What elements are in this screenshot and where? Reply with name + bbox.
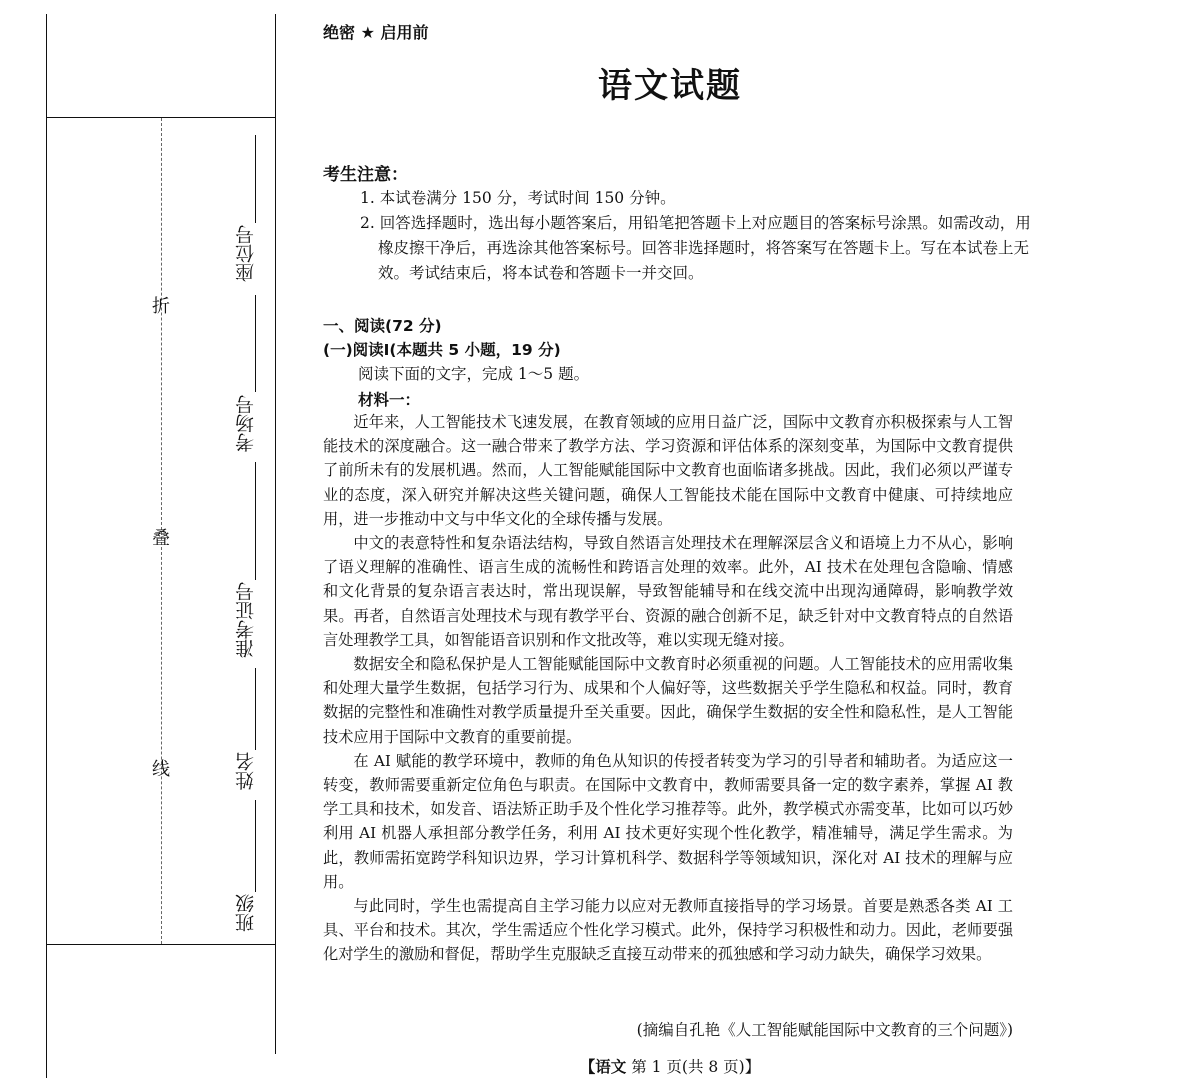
- field-line-ticket: [255, 462, 256, 580]
- field-line-seat: [255, 135, 256, 223]
- footer-subject: 【语文: [579, 1058, 627, 1076]
- material-label: 材料一：: [358, 391, 421, 409]
- footer-page: 第 1 页(共 8 页)】: [631, 1058, 761, 1076]
- page-footer: [0, 1055, 1200, 1077]
- passage-source: (摘编自孔艳《人工智能赋能国际中文教育的三个问题》): [636, 1021, 1013, 1039]
- passage-paragraph-2: 中文的表意特性和复杂语法结构，导致自然语言处理技术在理解深层含义和语境上力不从心，影响了语义理解的准确性、语言生成的流畅性和跨语言处理的效率。此外，AI 技术在处理包含隐喻、情感和文化背景的复杂语言表达时，常出现误解，导致智能辅导和在线交流中出现沟通障碍，影响教学效果。再者，自然语言处理技术与现有教学平台、资源的融合创新不足，缺乏针对中文教育特点的自然语言处理教学工具，如智能语音识别和作文批改等，难以实现无缝对接。: [323, 534, 1013, 649]
- binding-bottom-rule: [46, 944, 276, 945]
- reading-instruction: 阅读下面的文字，完成 1～5 题。: [358, 365, 590, 383]
- confidential-mark: 绝密 ★ 启用前: [323, 23, 429, 42]
- fold-char-3: 线: [152, 759, 170, 780]
- notice-item-1: 1. 本试卷满分 150 分，考试时间 150 分钟。: [360, 189, 676, 207]
- passage-paragraph-1: 近年来，人工智能技术飞速发展，在教育领域的应用日益广泛，国际中文教育亦积极探索与人工智能技术的深度融合。这一融合带来了教学方法、学习资源和评估体系的深刻变革，为国际中文教育提供了前所未有的发展机遇。然而，人工智能赋能国际中文教育也面临诸多挑战。因此，我们必须以严谨专业的态度，深入研究并解决这些关键问题，确保人工智能技术能在国际中文教育中健康、可持续地应用，进一步推动中文与中华文化的全球传播与发展。: [323, 413, 1013, 528]
- fold-char-1: 折: [152, 296, 170, 317]
- section-part: 一、阅读(72 分): [323, 317, 442, 335]
- fold-char-2: 叠: [152, 528, 170, 549]
- passage-paragraph-4: 在 AI 赋能的教学环境中，教师的角色从知识的传授者转变为学习的引导者和辅助者。为适应这一转变，教师需要重新定位角色与职责。在国际中文教育中，教师需要具备一定的数字素养，掌握 AI 教学工具和技术，如发音、语法矫正助手及个性化学习推荐等。此外，教学模式亦需变革，比如可以巧妙利用 AI 机器人承担部分教学任务，利用 AI 技术更好实现个性化教学，精准辅导，满足学生需求。为此，教师需拓宽跨学科知识边界，学习计算机科学、数据科学等领域知识，深化对 AI 技术的理解与应用。: [323, 751, 1013, 891]
- notice-heading: 考生注意：: [323, 165, 408, 185]
- binding-inner-line: [275, 14, 276, 1054]
- notice-item-2: 2. 回答选择题时，选出每小题答案后，用铅笔把答题卡上对应题目的答案标号涂黑。如需改动，用橡皮擦干净后，再选涂其他答案标号。回答非选择题时，将答案写在答题卡上。写在本试卷上无效。考试结束后，将本试卷和答题卡一并交回。: [360, 214, 1031, 282]
- field-label-ticket: 准考证号: [235, 582, 257, 658]
- binding-outer-line: [46, 14, 47, 1078]
- reading-passage: [323, 410, 1013, 967]
- field-label-room: 考场号: [235, 395, 257, 452]
- field-label-class: 班级: [235, 894, 257, 932]
- field-line-class: [255, 800, 256, 892]
- section-sub: (一)阅读Ⅰ(本题共 5 小题，19 分): [323, 341, 561, 359]
- field-line-room: [255, 295, 256, 392]
- field-label-seat: 座位号: [235, 225, 257, 282]
- page-title: 语文试题: [598, 66, 742, 106]
- passage-paragraph-3: 数据安全和隐私保护是人工智能赋能国际中文教育时必须重视的问题。人工智能技术的应用需收集和处理大量学生数据，包括学习行为、成果和个人偏好等，这些数据关乎学生隐私和权益。同时，教育数据的完整性和准确性对教学质量提升至关重要。因此，确保学生数据的安全性和隐私性，是人工智能技术应用于国际中文教育的重要前提。: [323, 655, 1013, 746]
- field-label-name: 姓名: [235, 752, 257, 790]
- passage-paragraph-5: 与此同时，学生也需提高自主学习能力以应对无教师直接指导的学习场景。首要是熟悉各类 AI 工具、平台和技术。其次，学生需适应个性化学习模式。此外，保持学习积极性和动力。因此，老师要强化对学生的激励和督促，帮助学生克服缺乏直接互动带来的孤独感和学习动力缺失，确保学习效果。: [323, 897, 1013, 964]
- field-line-name: [255, 668, 256, 750]
